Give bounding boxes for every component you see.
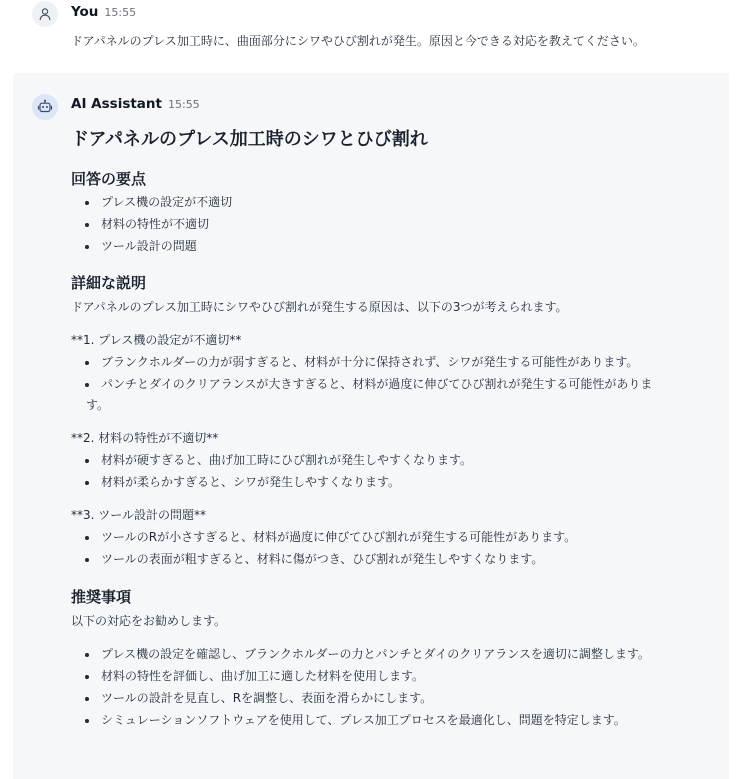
summary-list [71,191,701,257]
cause-1-list [71,351,701,395]
user-message [0,0,741,73]
cause-3-heading: **3. ツール設計の問題** [71,508,207,522]
list-item: ツールのRが小さすぎると、材料が過度に伸びてひび割れが発生する可能性があります。 [101,526,701,548]
list-item: ツールの設計を見直し、Rを調整し、表面を滑らかにします。 [101,687,701,709]
list-item: プレス機の設定を確認し、ブランクホルダーの力とパンチとダイのクリアランスを適切に調整します。 [101,643,701,665]
cause-3-list [71,526,701,570]
list-item: プレス機の設定が不適切 [101,191,701,213]
list-item: ブランクホルダーの力が弱すぎると、材料が十分に保持されず、シワが発生する可能性があります。 [101,351,701,373]
recommend-heading: 推奨事項 [71,588,132,606]
recommend-list [71,643,701,731]
user-message-time: 15:55 [104,6,137,19]
summary-heading: 回答の要点 [71,170,147,188]
assistant-message [13,73,729,779]
assistant-message-content [71,125,701,731]
user-message-text: ドアパネルのプレス加工時に、曲面部分にシワやひび割れが発生。原因と今できる対応を教えてください。 [71,34,645,48]
cause-2-heading: **2. 材料の特性が不適切** [71,431,219,445]
list-item: パンチとダイのクリアランスが大きすぎると、材料が過度に伸びてひび割れが発生する可能性がありま [101,373,701,395]
list-item: 材料が柔らかすぎると、シワが発生しやすくなります。 [101,471,701,493]
person-icon [32,1,58,27]
list-item: ツール設計の問題 [101,235,701,257]
cause-1-heading: **1. プレス機の設定が不適切** [71,333,242,347]
detail-heading: 詳細な説明 [71,274,147,292]
user-name: You [71,4,99,20]
answer-title: ドアパネルのプレス加工時のシワとひび割れ [71,129,428,150]
assistant-message-time: 15:55 [167,98,200,111]
detail-intro: ドアパネルのプレス加工時にシワやひび割れが発生する原因は、以下の3つが考えられます。 [71,300,568,314]
assistant-name: AI Assistant [71,96,162,112]
assistant-message-header [71,96,200,112]
user-message-header [71,4,136,20]
list-item: 材料の特性が不適切 [101,213,701,235]
list-item: ツールの表面が粗すぎると、材料に傷がつき、ひび割れが発生しやすくなります。 [101,548,701,570]
cause-2-list [71,449,701,493]
list-item: 材料が硬すぎると、曲げ加工時にひび割れが発生しやすくなります。 [101,449,701,471]
list-item: シミュレーションソフトウェアを使用して、プレス加工プロセスを最適化し、問題を特定します。 [101,709,701,731]
list-item: 材料の特性を評価し、曲げ加工に適した材料を使用します。 [101,665,701,687]
recommend-intro: 以下の対応をお勧めします。 [71,614,227,628]
robot-icon [32,94,58,120]
cause-1-list-continuation: す。 [86,398,110,412]
